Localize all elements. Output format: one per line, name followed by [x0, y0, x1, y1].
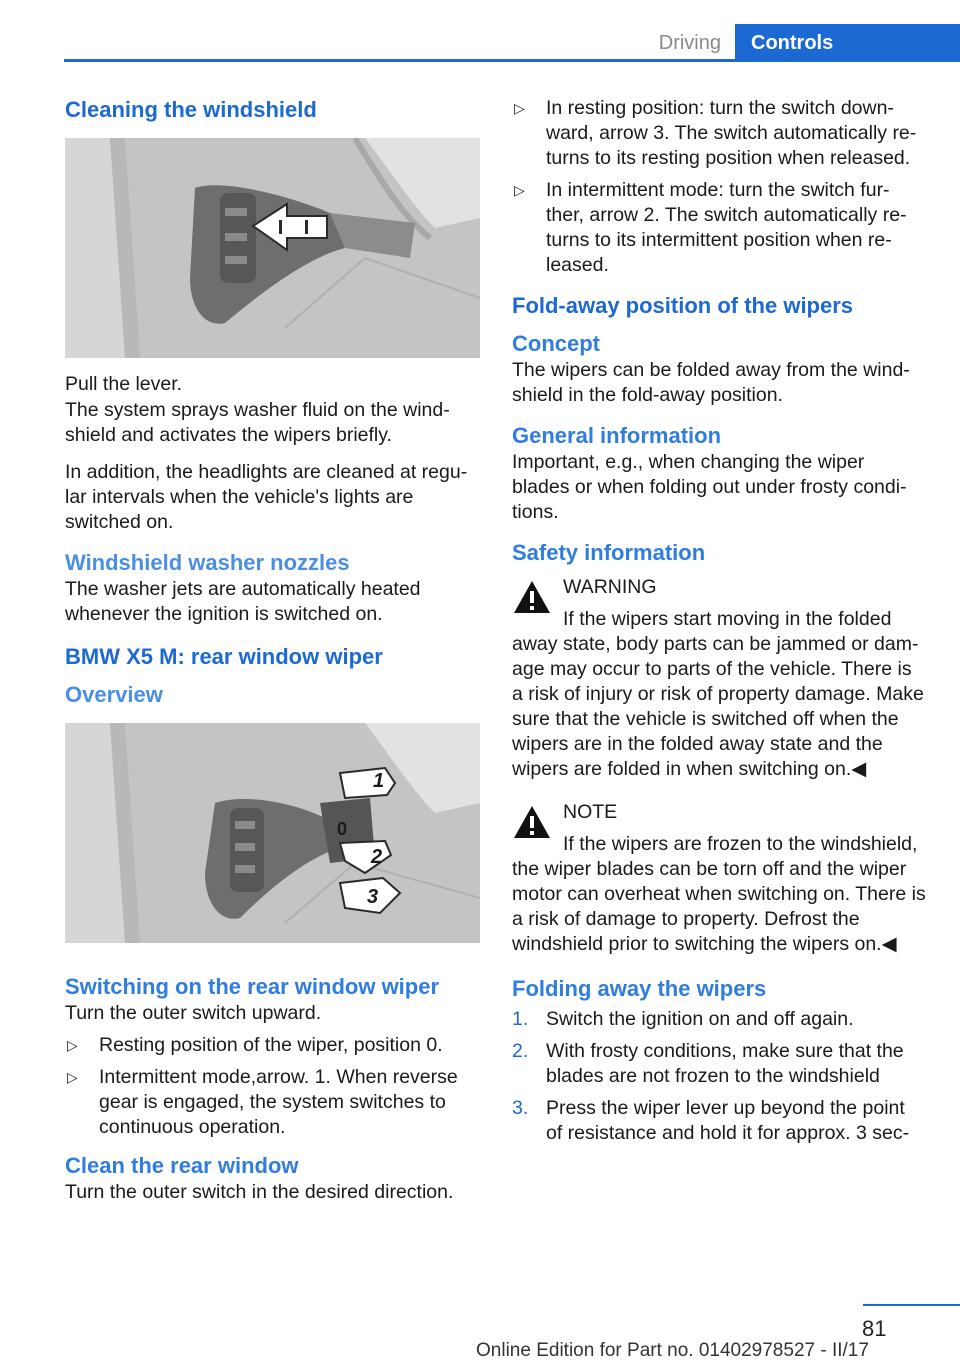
figure-rear-wiper-switch [65, 723, 480, 943]
fig-label-0: 0 [337, 819, 348, 839]
note-box [512, 800, 926, 957]
heading-folding-away: Folding away the wipers [512, 976, 767, 1001]
section-tab-driving[interactable]: Driving [658, 32, 721, 54]
warning-first-line: If the wipers start moving in the folded [563, 608, 892, 630]
warning-title: WARNING [563, 576, 657, 598]
footer-edition: Online Edition for Part no. 01402978527 - II/17 [476, 1340, 869, 1361]
text-jets-heated: The washer jets are automatically heated whenever the ignition is switched on. [65, 578, 421, 625]
heading-switching-rear-wiper: Switching on the rear window wiper [65, 974, 440, 999]
heading-safety-information: Safety information [512, 540, 706, 565]
heading-concept: Concept [512, 331, 600, 356]
fig-label-1: 1 [373, 770, 385, 792]
text-turn-direction: Turn the outer switch in the desired direction. [65, 1181, 454, 1203]
text-turn-upward: Turn the outer switch upward. [65, 1002, 322, 1024]
left-column [65, 96, 481, 1217]
heading-general-information: General information [512, 423, 722, 448]
list-item: ▷ Intermittent mode,arrow. 1. When reverse gear is engaged, the system switches to continuous operation. [65, 1065, 481, 1140]
list-item: ▷ In intermittent mode: turn the switch fur‐ther, arrow 2. The switch automatically re‐turns to its intermittent position when re‐leased. [512, 178, 926, 278]
list-item: ▷ In resting position: turn the switch down‐ward, arrow 3. The switch automatically re‐turns to its resting position when released. [512, 96, 926, 171]
steps-list [512, 1007, 926, 1146]
list-item: ▷ Resting position of the wiper, position 0. [65, 1033, 481, 1058]
text-headlights-cleaned: In addition, the headlights are cleaned at regu‐lar intervals when the vehicle's lights are switched on. [65, 461, 468, 533]
warning-box [512, 575, 926, 782]
section-tab-controls[interactable]: Controls [735, 24, 960, 62]
heading-clean-rear-window: Clean the rear window [65, 1153, 299, 1178]
text-general: Important, e.g., when changing the wiper blades or when folding out under frosty condi‐tions. [512, 451, 907, 523]
header-rule [64, 59, 960, 62]
heading-rear-window-wiper: BMW X5 M: rear window wiper [65, 644, 383, 669]
heading-foldaway-position: Fold-away position of the wipers [512, 293, 854, 318]
heading-washer-nozzles: Windshield washer nozzles [65, 550, 350, 575]
fig-label-2: 2 [371, 846, 383, 868]
note-text: the wiper blades can be torn off and the wiper motor can overheat when switching on. There is a risk of damage to property. Defrost the windshield prior to switching the wipers on.◀ [512, 858, 926, 955]
note-first-line: If the wipers are frozen to the windshield, [563, 833, 918, 855]
heading-cleaning-windshield: Cleaning the windshield [65, 97, 317, 122]
text-pull-lever: Pull the lever. [65, 373, 183, 395]
note-icon [512, 804, 552, 840]
step-item: 3. Press the wiper lever up beyond the point of resistance and hold it for approx. 3 sec‐ [512, 1097, 910, 1144]
figure-wiper-lever-pull [65, 138, 480, 358]
warning-icon [512, 579, 552, 615]
heading-overview: Overview [65, 682, 163, 707]
text-concept: The wipers can be folded away from the wind‐shield in the fold-away position. [512, 359, 910, 406]
text-sprays-fluid: The system sprays washer fluid on the wind‐shield and activates the wipers briefly. [65, 399, 450, 446]
list-switching-modes [65, 1033, 481, 1140]
page-header [64, 24, 960, 62]
page-number: 81 [862, 1316, 887, 1341]
note-title: NOTE [563, 801, 618, 823]
warning-text: away state, body parts can be jammed or dam‐age may occur to parts of the vehicle. There is a risk of injury or risk of property damage. Make sure that the vehicle is switched off when the wipers are in the folded away state and the wipers are folded in when switching on.◀ [512, 633, 924, 780]
right-column [512, 96, 926, 1153]
fig-label-3: 3 [367, 886, 379, 908]
step-item: 2. With frosty conditions, make sure that the blades are not frozen to the windshield [512, 1040, 904, 1087]
list-resting-intermittent [512, 96, 926, 278]
step-item: 1. Switch the ignition on and off again. [512, 1008, 854, 1030]
footer-rule [863, 1304, 960, 1306]
